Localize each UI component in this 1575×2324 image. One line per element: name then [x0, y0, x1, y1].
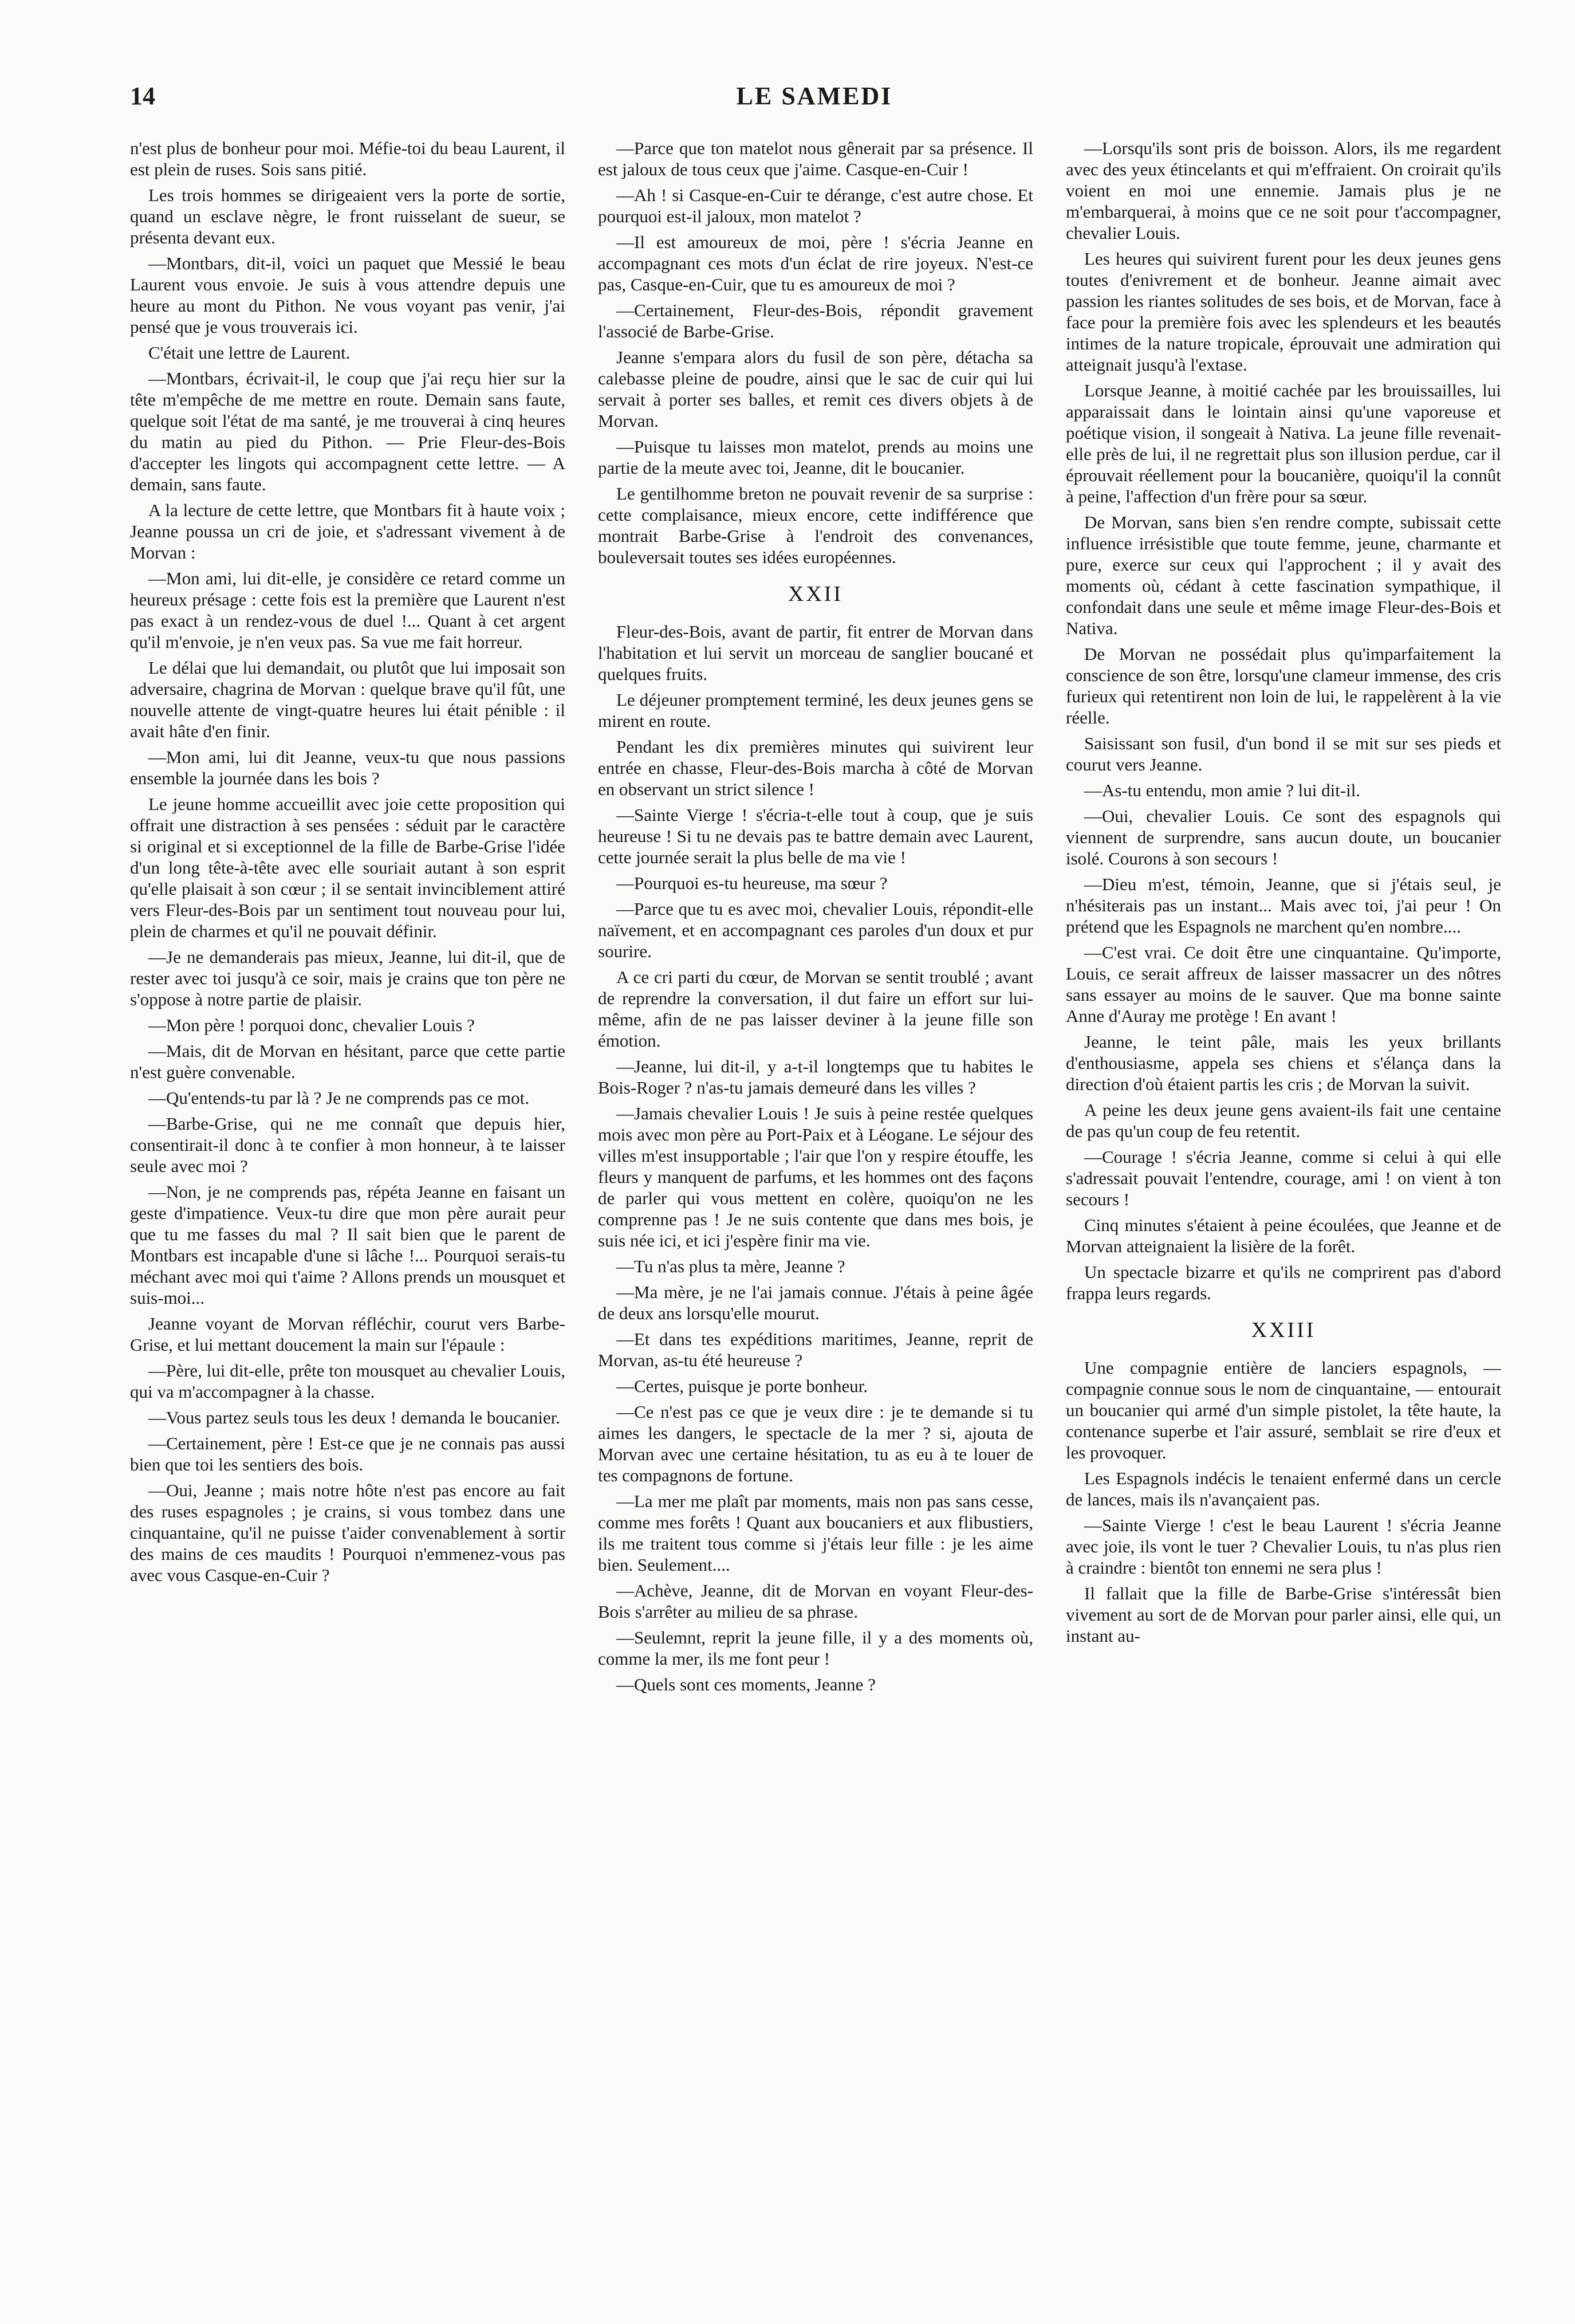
- paragraph: —Courage ! s'écria Jeanne, comme si celui à qui elle s'adressait pouvait l'entendre, courage, ami ! on vient à ton secours !: [1066, 1147, 1501, 1209]
- chapter-heading: XXII: [788, 582, 844, 606]
- paragraph: —Ma mère, je ne l'ai jamais connue. J'étais à peine âgée de deux ans lorsqu'elle mourut.: [598, 1282, 1033, 1323]
- paragraph: —Certainement, Fleur-des-Bois, répondit gravement l'associé de Barbe-Grise.: [598, 300, 1033, 341]
- paragraph: Le gentilhomme breton ne pouvait revenir de sa surprise : cette complaisance, mieux encore, cette indifférence que montrait Barbe-Grise à l'endroit des convenances, bouleversait toutes ses idées européennes.: [598, 483, 1033, 567]
- paragraph: —Il est amoureux de moi, père ! s'écria Jeanne en accompagnant ces mots d'un éclat de rire joyeux. N'est-ce pas, Casque-en-Cuir, que tu es amoureux de moi ?: [598, 232, 1033, 294]
- paragraph: Pendant les dix premières minutes qui suivirent leur entrée en chasse, Fleur-des-Bois marcha à côté de Morvan en observant un strict silence !: [598, 737, 1033, 799]
- paragraph: Les heures qui suivirent furent pour les deux jeunes gens toutes d'enivrement et de bonheur. Jeanne aimait avec passion les riantes solitudes de ses bois, et de Morvan, face à face pour la première fois avec les splendeurs et les beautés intimes de la nature tropicale, éprouvait une admiration qui atteignait jusqu'à l'extase.: [1066, 249, 1501, 375]
- paragraph: —Ce n'est pas ce que je veux dire : je te demande si tu aimes les dangers, le spectacle de la mer ? si, ajouta de Morvan avec une certaine hésitation, tu as eu à te louer de tes compagnons de fortune.: [598, 1402, 1033, 1485]
- paragraph: Cinq minutes s'étaient à peine écoulées, que Jeanne et de Morvan atteignaient la lisière de la forêt.: [1066, 1215, 1501, 1256]
- page-header: [130, 81, 1499, 116]
- paragraph: C'était une lettre de Laurent.: [148, 343, 351, 363]
- paragraph: Saisissant son fusil, d'un bond il se mit sur ses pieds et courut vers Jeanne.: [1066, 733, 1501, 774]
- paragraph: De Morvan, sans bien s'en rendre compte, subissait cette influence irrésistible que toute femme, jeune, charmante et pure, exerce sur ceux qui l'approchent ; il y avait des moments où, cédant à cette fascination sympathique, il confondait dans une seule et même image Fleur-des-Bois et Nativa.: [1066, 512, 1501, 638]
- paragraph: —Montbars, dit-il, voici un paquet que Messié le beau Laurent vous envoie. Je suis à vous attendre depuis une heure au mont du Pithon. Ne vous voyant pas venir, j'ai pensé que je vous trouverais ici.: [130, 253, 565, 337]
- paragraph: —Certes, puisque je porte bonheur.: [616, 1376, 868, 1396]
- paragraph: —Sainte Vierge ! s'écria-t-elle tout à coup, que je suis heureuse ! Si tu ne devais pas te battre demain avec Laurent, cette journée serait la plus belle de ma vie !: [598, 805, 1033, 867]
- paragraph: —C'est vrai. Ce doit être une cinquantaine. Qu'importe, Louis, ce serait affreux de laisser massacrer un des nôtres sans essayer au moins de le sauver. Que ma bonne sainte Anne d'Auray me protège ! En avant !: [1066, 942, 1501, 1026]
- paragraph: Une compagnie entière de lanciers espagnols, — compagnie connue sous le nom de cinquantaine, — entourait un boucanier qui armé d'un simple pistolet, la tête haute, la contenance superbe et l'air assuré, semblait se rire d'eux et les provoquer.: [1066, 1358, 1501, 1462]
- paragraph: —Sainte Vierge ! c'est le beau Laurent ! s'écria Jeanne avec joie, ils vont le tuer ? Chevalier Louis, tu n'as plus rien à craindre : bientôt ton ennemi ne sera plus !: [1066, 1515, 1501, 1578]
- paragraph: —Achève, Jeanne, dit de Morvan en voyant Fleur-des-Bois s'arrêter au milieu de sa phrase.: [598, 1580, 1033, 1622]
- column-2: [598, 137, 1033, 2303]
- page-number: 14: [130, 82, 155, 110]
- paragraph: Jeanne voyant de Morvan réfléchir, courut vers Barbe-Grise, et lui mettant doucement la main sur l'épaule :: [130, 1314, 565, 1355]
- paragraph: n'est plus de bonheur pour moi. Méfie-toi du beau Laurent, il est plein de ruses. Sois sans pitié.: [130, 138, 565, 179]
- paragraph: A la lecture de cette lettre, que Montbars fit à haute voix ; Jeanne poussa un cri de joie, et s'adressant vivement à de Morvan :: [130, 500, 565, 563]
- paragraph: Le déjeuner promptement terminé, les deux jeunes gens se mirent en route.: [598, 690, 1033, 731]
- paragraph: —Je ne demanderais pas mieux, Jeanne, lui dit-il, que de rester avec toi jusqu'à ce soir, mais je crains que ton père ne s'oppose à notre partie de plaisir.: [130, 947, 565, 1009]
- paragraph: —Oui, Jeanne ; mais notre hôte n'est pas encore au fait des ruses espagnoles ; je crains, si vous tombez dans une cinquantaine, qu'il ne puisse t'aider convenablement à sortir des mains de ces maudits ! Pourquoi n'emmenez-vous pas avec vous Casque-en-Cuir ?: [130, 1480, 565, 1585]
- paragraph: —Vous partez seuls tous les deux ! demanda le boucanier.: [148, 1407, 561, 1428]
- paragraph: —Non, je ne comprends pas, répéta Jeanne en faisant un geste d'impatience. Veux-tu dire que mon père aurait peur que tu me fasses du mal ? Il sait bien que le parent de Montbars est incapable d'une si lâche !... Pourquoi serais-tu méchant avec moi qui t'aime ? Allons prends un mousquet et suis-moi...: [130, 1182, 565, 1308]
- paragraph: —Mon ami, lui dit Jeanne, veux-tu que nous passions ensemble la journée dans les bois ?: [130, 747, 565, 788]
- paragraph: —Père, lui dit-elle, prête ton mousquet au chevalier Louis, qui va m'accompagner à la chasse.: [130, 1360, 565, 1402]
- paragraph: Jeanne, le teint pâle, mais les yeux brillants d'enthousiasme, appela ses chiens et s'élança dans la direction d'où étaient partis les cris ; de Morvan la suivit.: [1066, 1032, 1501, 1094]
- paragraph: Il fallait que la fille de Barbe-Grise s'intéressât bien vivement au sort de de Morvan pour parler ainsi, elle qui, un instant au-: [1066, 1583, 1501, 1646]
- paragraph: —Ah ! si Casque-en-Cuir te dérange, c'est autre chose. Et pourquoi est-il jaloux, mon matelot ?: [598, 185, 1033, 226]
- paragraph: —Dieu m'est, témoin, Jeanne, que si j'étais seul, je n'hésiterais pas un instant... Mais avec toi, j'ai peur ! On prétend que les Espagnols ne marchent qu'en nombre....: [1066, 874, 1501, 937]
- paragraph: De Morvan ne possédait plus qu'imparfaitement la conscience de son être, lorsqu'une clameur immense, des cris furieux qui retentirent non loin de lui, le rappelèrent à la vie réelle.: [1066, 644, 1501, 728]
- paragraph: A peine les deux jeune gens avaient-ils fait une centaine de pas qu'un coup de feu retentit.: [1066, 1100, 1501, 1141]
- paragraph: —Puisque tu laisses mon matelot, prends au moins une partie de la meute avec toi, Jeanne, dit le boucanier.: [598, 437, 1033, 478]
- paragraph: —Oui, chevalier Louis. Ce sont des espagnols qui viennent de surprendre, sans aucun doute, un boucanier isolé. Courons à son secours !: [1066, 806, 1501, 868]
- column-1: [130, 137, 565, 2303]
- paragraph: —Jamais chevalier Louis ! Je suis à peine restée quelques mois avec mon père au Port-Paix et à Léogane. Le séjour des villes m'est insupportable ; l'air que l'on y respire étouffe, les fleurs y manquent de parfums, et les hommes ont des façons de parler qui vous mettent en colère, quoiqu'on ne les comprenne pas ! Je ne suis contente que dans mes bois, je suis née ici, et ici j'espère finir ma vie.: [598, 1103, 1033, 1251]
- column-3: [1066, 137, 1501, 2303]
- paragraph: —As-tu entendu, mon amie ? lui dit-il.: [1084, 780, 1361, 800]
- paragraph: —Tu n'as plus ta mère, Jeanne ?: [616, 1256, 845, 1276]
- chapter-heading: XXIII: [1251, 1318, 1316, 1342]
- paragraph: Fleur-des-Bois, avant de partir, fit entrer de Morvan dans l'habitation et lui servit un morceau de sanglier boucané et quelques fruits.: [598, 622, 1033, 684]
- paragraph: —Barbe-Grise, qui ne me connaît que depuis hier, consentirait-il donc à te confier à mon honneur, à te laisser seule avec moi ?: [130, 1114, 565, 1176]
- paragraph: —Montbars, écrivait-il, le coup que j'ai reçu hier sur la tête m'empêche de me mettre en route. Demain sans faute, quelque soit l'état de ma santé, je me trouverai à cinq heures du matin au pied du Pithon. — Prie Fleur-des-Bois d'accepter les lingots qui accompagnent cette lettre. — A demain, sans faute.: [130, 368, 565, 494]
- paragraph: —Lorsqu'ils sont pris de boisson. Alors, ils me regardent avec des yeux étincelants et qui m'effraient. On croirait qu'ils voient en moi une ennemie. Jamais plus je ne m'embarquerai, à moins que ce ne soit pour t'accompagner, chevalier Louis.: [1066, 138, 1501, 243]
- paragraph: —Mon ami, lui dit-elle, je considère ce retard comme un heureux présage : cette fois est la première que Laurent n'est pas exact à un rendez-vous de duel !... Quant à cet argent qu'il m'envoie, je n'en veux pas. Sa vue me fait horreur.: [130, 568, 565, 652]
- paragraph: Le délai que lui demandait, ou plutôt que lui imposait son adversaire, chagrina de Morvan : quelque brave qu'il fût, une nouvelle attente de vingt-quatre heures lui était pénible : il avait hâte d'en finir.: [130, 658, 565, 741]
- paragraph: Le jeune homme accueillit avec joie cette proposition qui offrait une distraction à ses pensées : séduit par le caractère si original et si exceptionnel de la fille de Barbe-Grise l'idée d'un long tête-à-tête avec elle souriait autant à son esprit qu'elle plaisait à son cœur ; il se sentait invinciblement attiré vers Fleur-des-Bois par un sentiment tout nouveau pour lui, plein de charmes et qu'il ne pouvait définir.: [130, 794, 565, 941]
- paragraph: —Seulemnt, reprit la jeune fille, il y a des moments où, comme la mer, ils me font peur !: [598, 1627, 1033, 1669]
- paragraph: Jeanne s'empara alors du fusil de son père, détacha sa calebasse pleine de poudre, ainsi que le sac de cuir qui lui servait à porter ses balles, et remit ces divers objets à de Morvan.: [598, 347, 1033, 431]
- paragraph: Les trois hommes se dirigeaient vers la porte de sortie, quand un esclave nègre, le front ruisselant de sueur, se présenta devant eux.: [130, 185, 565, 247]
- paragraph: A ce cri parti du cœur, de Morvan se sentit troublé ; avant de reprendre la conversation, il dut faire un effort sur lui-même, afin de ne pas laisser deviner à la jeune fille son émotion.: [598, 967, 1033, 1051]
- paragraph: —Mon père ! porquoi donc, chevalier Louis ?: [148, 1015, 475, 1035]
- paragraph: —Et dans tes expéditions maritimes, Jeanne, reprit de Morvan, as-tu été heureuse ?: [598, 1329, 1033, 1370]
- paragraph: —Quels sont ces moments, Jeanne ?: [616, 1674, 876, 1694]
- paragraph: —La mer me plaît par moments, mais non pas sans cesse, comme mes forêts ! Quant aux boucaniers et aux flibustiers, ils me traitent tous comme si j'étais leur fille : je les aime bien. Seulement....: [598, 1491, 1033, 1575]
- paragraph: —Parce que tu es avec moi, chevalier Louis, répondit-elle naïvement, et en accompagnant ces paroles d'un doux et pur sourire.: [598, 899, 1033, 961]
- paragraph: —Certainement, père ! Est-ce que je ne connais pas aussi bien que toi les sentiers des bois.: [130, 1433, 565, 1474]
- paragraph: —Mais, dit de Morvan en hésitant, parce que cette partie n'est guère convenable.: [130, 1041, 565, 1082]
- running-title: LE SAMEDI: [736, 82, 893, 110]
- paragraph: —Parce que ton matelot nous gênerait par sa présence. Il est jaloux de tous ceux que j'aime. Casque-en-Cuir !: [598, 138, 1033, 179]
- paragraph: Un spectacle bizarre et qu'ils ne comprirent pas d'abord frappa leurs regards.: [1066, 1262, 1501, 1303]
- paragraph: Lorsque Jeanne, à moitié cachée par les brouissailles, lui apparaissait dans le lointain ainsi qu'une vaporeuse et poétique vision, il songeait à Nativa. La jeune fille revenait-elle près de lui, il ne regrettait plus son illusion perdue, car il éprouvait réellement pour la boucanière, quoiqu'il la connût à peine, l'affection d'un frère pour sa sœur.: [1066, 380, 1501, 506]
- paragraph: —Qu'entends-tu par là ? Je ne comprends pas ce mot.: [148, 1088, 529, 1108]
- paragraph: —Jeanne, lui dit-il, y a-t-il longtemps que tu habites le Bois-Roger ? n'as-tu jamais demeuré dans les villes ?: [598, 1056, 1033, 1098]
- paragraph: Les Espagnols indécis le tenaient enfermé dans un cercle de lances, mais ils n'avançaient pas.: [1066, 1468, 1501, 1509]
- paragraph: —Pourquoi es-tu heureuse, ma sœur ?: [616, 873, 888, 893]
